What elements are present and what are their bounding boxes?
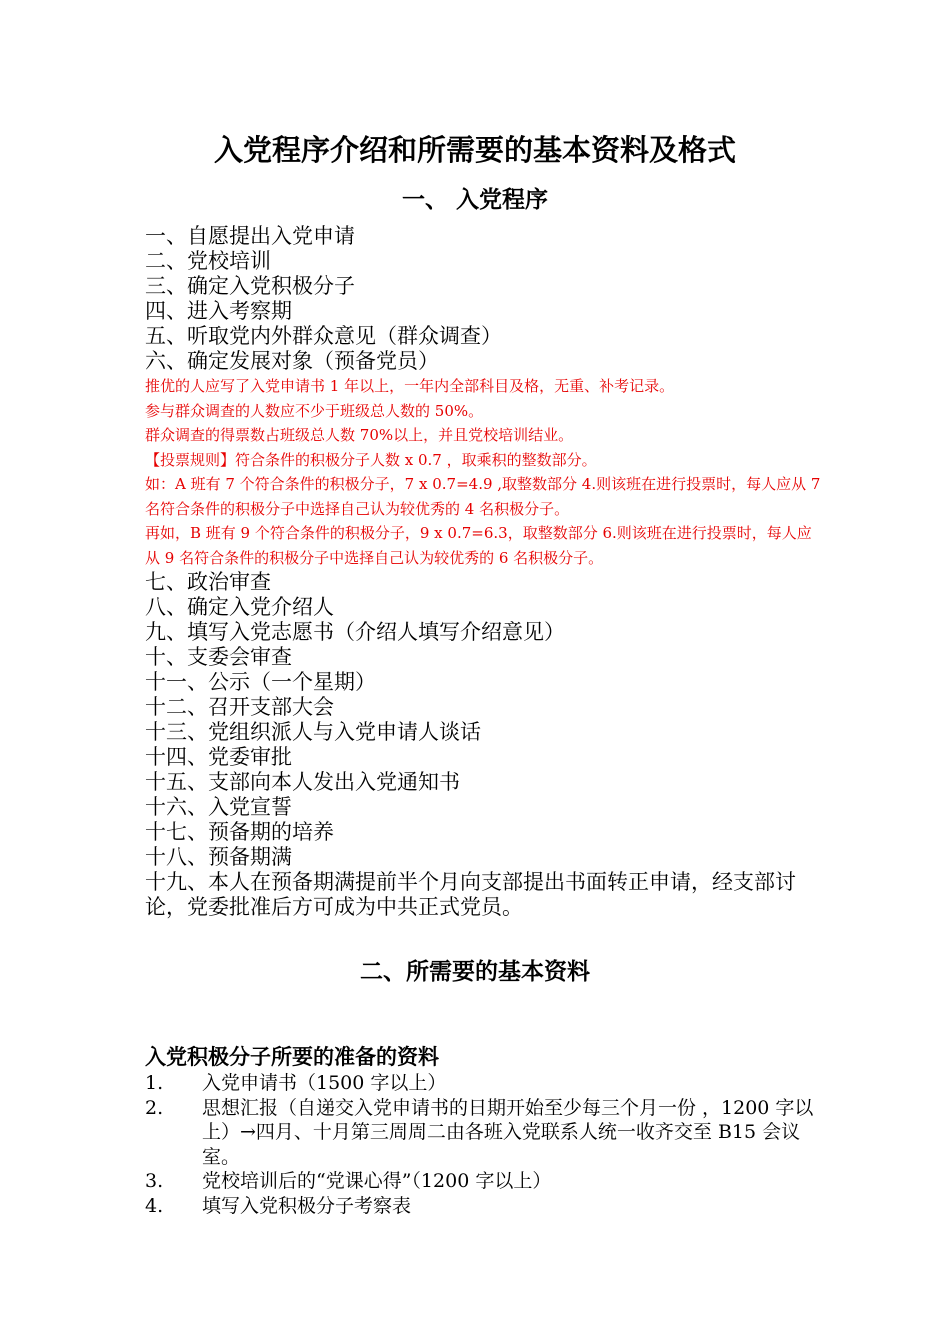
procedure-step: 四、进入考察期 [145,299,292,323]
materials-item-number: 1. [145,1072,164,1094]
procedure-step: 三、确定入党积极分子 [145,274,355,298]
materials-item-number: 3. [145,1170,164,1192]
materials-item-text: 填写入党积极分子考察表 [202,1194,412,1217]
procedure-step: 五、听取党内外群众意见（群众调查） [145,324,502,348]
procedure-step: 十五、支部向本人发出入党通知书 [145,770,460,794]
materials-item [145,1169,825,1194]
materials-item [145,1096,825,1170]
procedure-step: 十四、党委审批 [145,745,292,769]
note-line: 再如，B 班有 9 个符合条件的积极分子，9 x 0.7=6.3，取整数部分 6.则该班在进行投票时，每人应从 9 名符合条件的积极分子中选择自己认为较优秀的 6 名积极分子。 [145,524,812,567]
note-line: 如：A 班有 7 个符合条件的积极分子，7 x 0.7=4.9 ,取整数部分 4.则该班在进行投票时，每人应从 7 名符合条件的积极分子中选择自己认为较优秀的 4 名积极分子。 [145,475,821,518]
procedure-step: 十二、召开支部大会 [145,695,334,719]
procedure-step: 七、政治审查 [145,570,271,594]
materials-item [145,1194,825,1219]
procedure-step: 十一、公示（一个星期） [145,670,376,694]
procedure-step: 九、填写入党志愿书（介绍人填写介绍意见） [145,620,565,644]
materials-item-text: 思想汇报（自递交入党申请书的日期开始至少每三个月一份 ，1200 字以上）→四月、十月第三周周二由各班入党联系人统一收齐交至 B15 会议室。 [202,1096,814,1168]
materials-item-text: 党校培训后的“党课心得”（1200 字以上） [202,1170,552,1192]
materials-item [145,1071,825,1096]
materials-item-number: 2. [145,1096,164,1119]
note-line: 【投票规则】符合条件的积极分子人数 x 0.7 ，取乘积的整数部分。 [145,450,597,469]
procedure-step: 六、确定发展对象（预备党员） [145,349,439,373]
materials-item-text: 入党申请书（1500 字以上） [202,1072,447,1094]
section-heading-materials: 二、所需要的基本资料 [360,958,590,985]
materials-subheading: 入党积极分子所要的准备的资料 [145,1044,439,1069]
procedure-step: 二、党校培训 [145,249,271,273]
note-line: 参与群众调查的人数应不少于班级总人数的 50%。 [145,401,484,420]
materials-item-number: 4. [145,1194,164,1217]
procedure-step: 十三、党组织派人与入党申请人谈话 [145,720,481,744]
procedure-step: 八、确定入党介绍人 [145,595,334,619]
materials-list [145,1071,825,1218]
procedure-step: 一、自愿提出入党申请 [145,224,355,248]
procedure-step: 十七、预备期的培养 [145,820,334,844]
note-line: 推优的人应写了入党申请书 1 年以上，一年内全部科目及格，无重、补考记录。 [145,377,675,395]
voting-notes [145,374,825,570]
document-title: 入党程序介绍和所需要的基本资料及格式 [213,133,736,167]
procedure-step: 十八、预备期满 [145,845,292,869]
procedure-step: 十、支委会审查 [145,645,292,669]
procedure-steps-list [145,224,825,920]
procedure-step-final: 十九、本人在预备期满提前半个月向支部提出书面转正申请，经支部讨论，党委批准后方可成为中共正式党员。 [145,870,796,919]
section-heading-procedure: 一、 入党程序 [401,186,548,213]
procedure-step: 十六、入党宣誓 [145,795,292,819]
note-line: 群众调查的得票数占班级总人数 70%以上，并且党校培训结业。 [145,426,574,444]
